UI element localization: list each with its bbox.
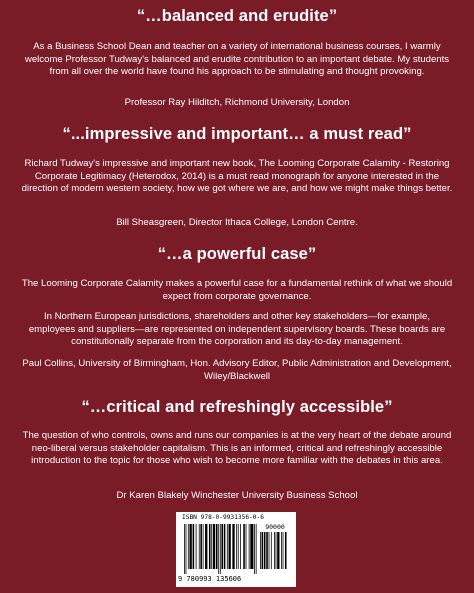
quote-attribution-4: Dr Karen Blakely Winchester University Business School [116, 490, 358, 501]
barcode-bar [216, 524, 218, 569]
barcode-bar [250, 524, 253, 569]
barcode-bar [254, 524, 255, 574]
barcode-bar [262, 532, 264, 569]
barcode-bar [228, 524, 230, 569]
barcode-bar [200, 524, 202, 569]
barcode-bar [246, 524, 247, 569]
price-code: 90000 [265, 523, 285, 531]
barcode-bar [186, 524, 187, 574]
barcode-bar [249, 524, 250, 569]
barcode-bar [260, 532, 261, 569]
quote-heading-2: “...impressive and important… a must read” [62, 125, 412, 143]
barcode-bar [220, 524, 221, 574]
barcode-bar [238, 524, 239, 569]
barcode-bar [193, 524, 195, 569]
barcode-bar [269, 532, 270, 569]
barcode-bar [205, 524, 207, 569]
barcode-bar [277, 532, 279, 569]
barcode-bar [243, 524, 245, 569]
quote-attribution-2: Bill Sheasgreen, Director Ithaca College, London Centre. [116, 217, 358, 228]
addon-bars [260, 532, 290, 574]
barcode-bar [256, 524, 257, 574]
ean-digits: 9 780993 135606 [178, 575, 242, 583]
quote-heading-4: “…critical and refreshingly accessible” [81, 398, 393, 416]
barcode-bar [274, 532, 275, 569]
barcode-bar [199, 524, 200, 569]
barcode-bar [271, 532, 272, 569]
barcode-bar [211, 524, 212, 569]
barcode-bar [218, 524, 219, 574]
barcode-bar [221, 524, 223, 569]
quote-body-3b: In Northern European jurisdictions, shareholders and other key stakeholders—for example, employees and suppliers—are represented on independent supervisory boards. These boards are constitutionally separate from the corporation and its day-to-day management. [28, 311, 446, 348]
quote-body-2: Richard Tudway's impressive and important new book, The Looming Corporate Calamity - Restoring Corporate Legitimacy (Heterodox, 2014) is a must read monograph for anyone interested in the direction of modern western society, how we got where we are, and how we might make things better. [21, 158, 453, 195]
barcode-bar [276, 532, 277, 569]
barcode-bar [189, 524, 191, 569]
barcode-bar [266, 532, 268, 569]
barcode-bar [188, 524, 189, 569]
barcode-bar [196, 524, 197, 569]
barcode-bar [184, 524, 185, 574]
quote-heading-3: “…a powerful case” [157, 245, 317, 263]
barcode-bar [227, 524, 228, 569]
quote-attribution-3: Paul Collins, University of Birmingham, Hon. Advisory Editor, Public Administration and Development, Wiley/Blackwell [22, 358, 452, 382]
quote-attribution-1: Professor Ray Hilditch, Richmond University, London [124, 97, 350, 108]
barcode-bar [232, 524, 234, 569]
barcode-bar [203, 524, 204, 569]
quote-body-3a: The Looming Corporate Calamity makes a powerful case for a fundamental rethink of what we should expect from corporate governance. [21, 278, 453, 302]
isbn-number: ISBN 978-0-9931356-0-6 [182, 514, 264, 521]
barcode-bar [224, 524, 226, 569]
barcode-bar [281, 532, 282, 569]
barcode-bar [283, 532, 284, 569]
barcode-bar [285, 532, 287, 569]
quote-body-1: As a Business School Dean and teacher on a variety of international business courses, I warmly welcome Professor Tudway's balanced and erudite contribution to an important debate. My students from all over the world have found his approach to be stimulating and thought provoking. [24, 41, 450, 78]
barcode-bar [213, 524, 215, 569]
barcode-bar [236, 524, 237, 569]
barcode-bar [240, 524, 241, 569]
isbn-barcode [176, 512, 296, 587]
ean-bars [184, 524, 258, 574]
barcode-bar [264, 532, 266, 569]
barcode-bar [209, 524, 211, 569]
quote-body-4: The question of who controls, owns and runs our companies is at the very heart of the debate around neo-liberal versus stakeholder capitalism. This is an informed, critical and refreshingly accessible introduction to the topic for those who wish to become more familiar with the debates in this area. [22, 430, 452, 467]
quote-heading-1: “…balanced and erudite” [136, 7, 338, 25]
